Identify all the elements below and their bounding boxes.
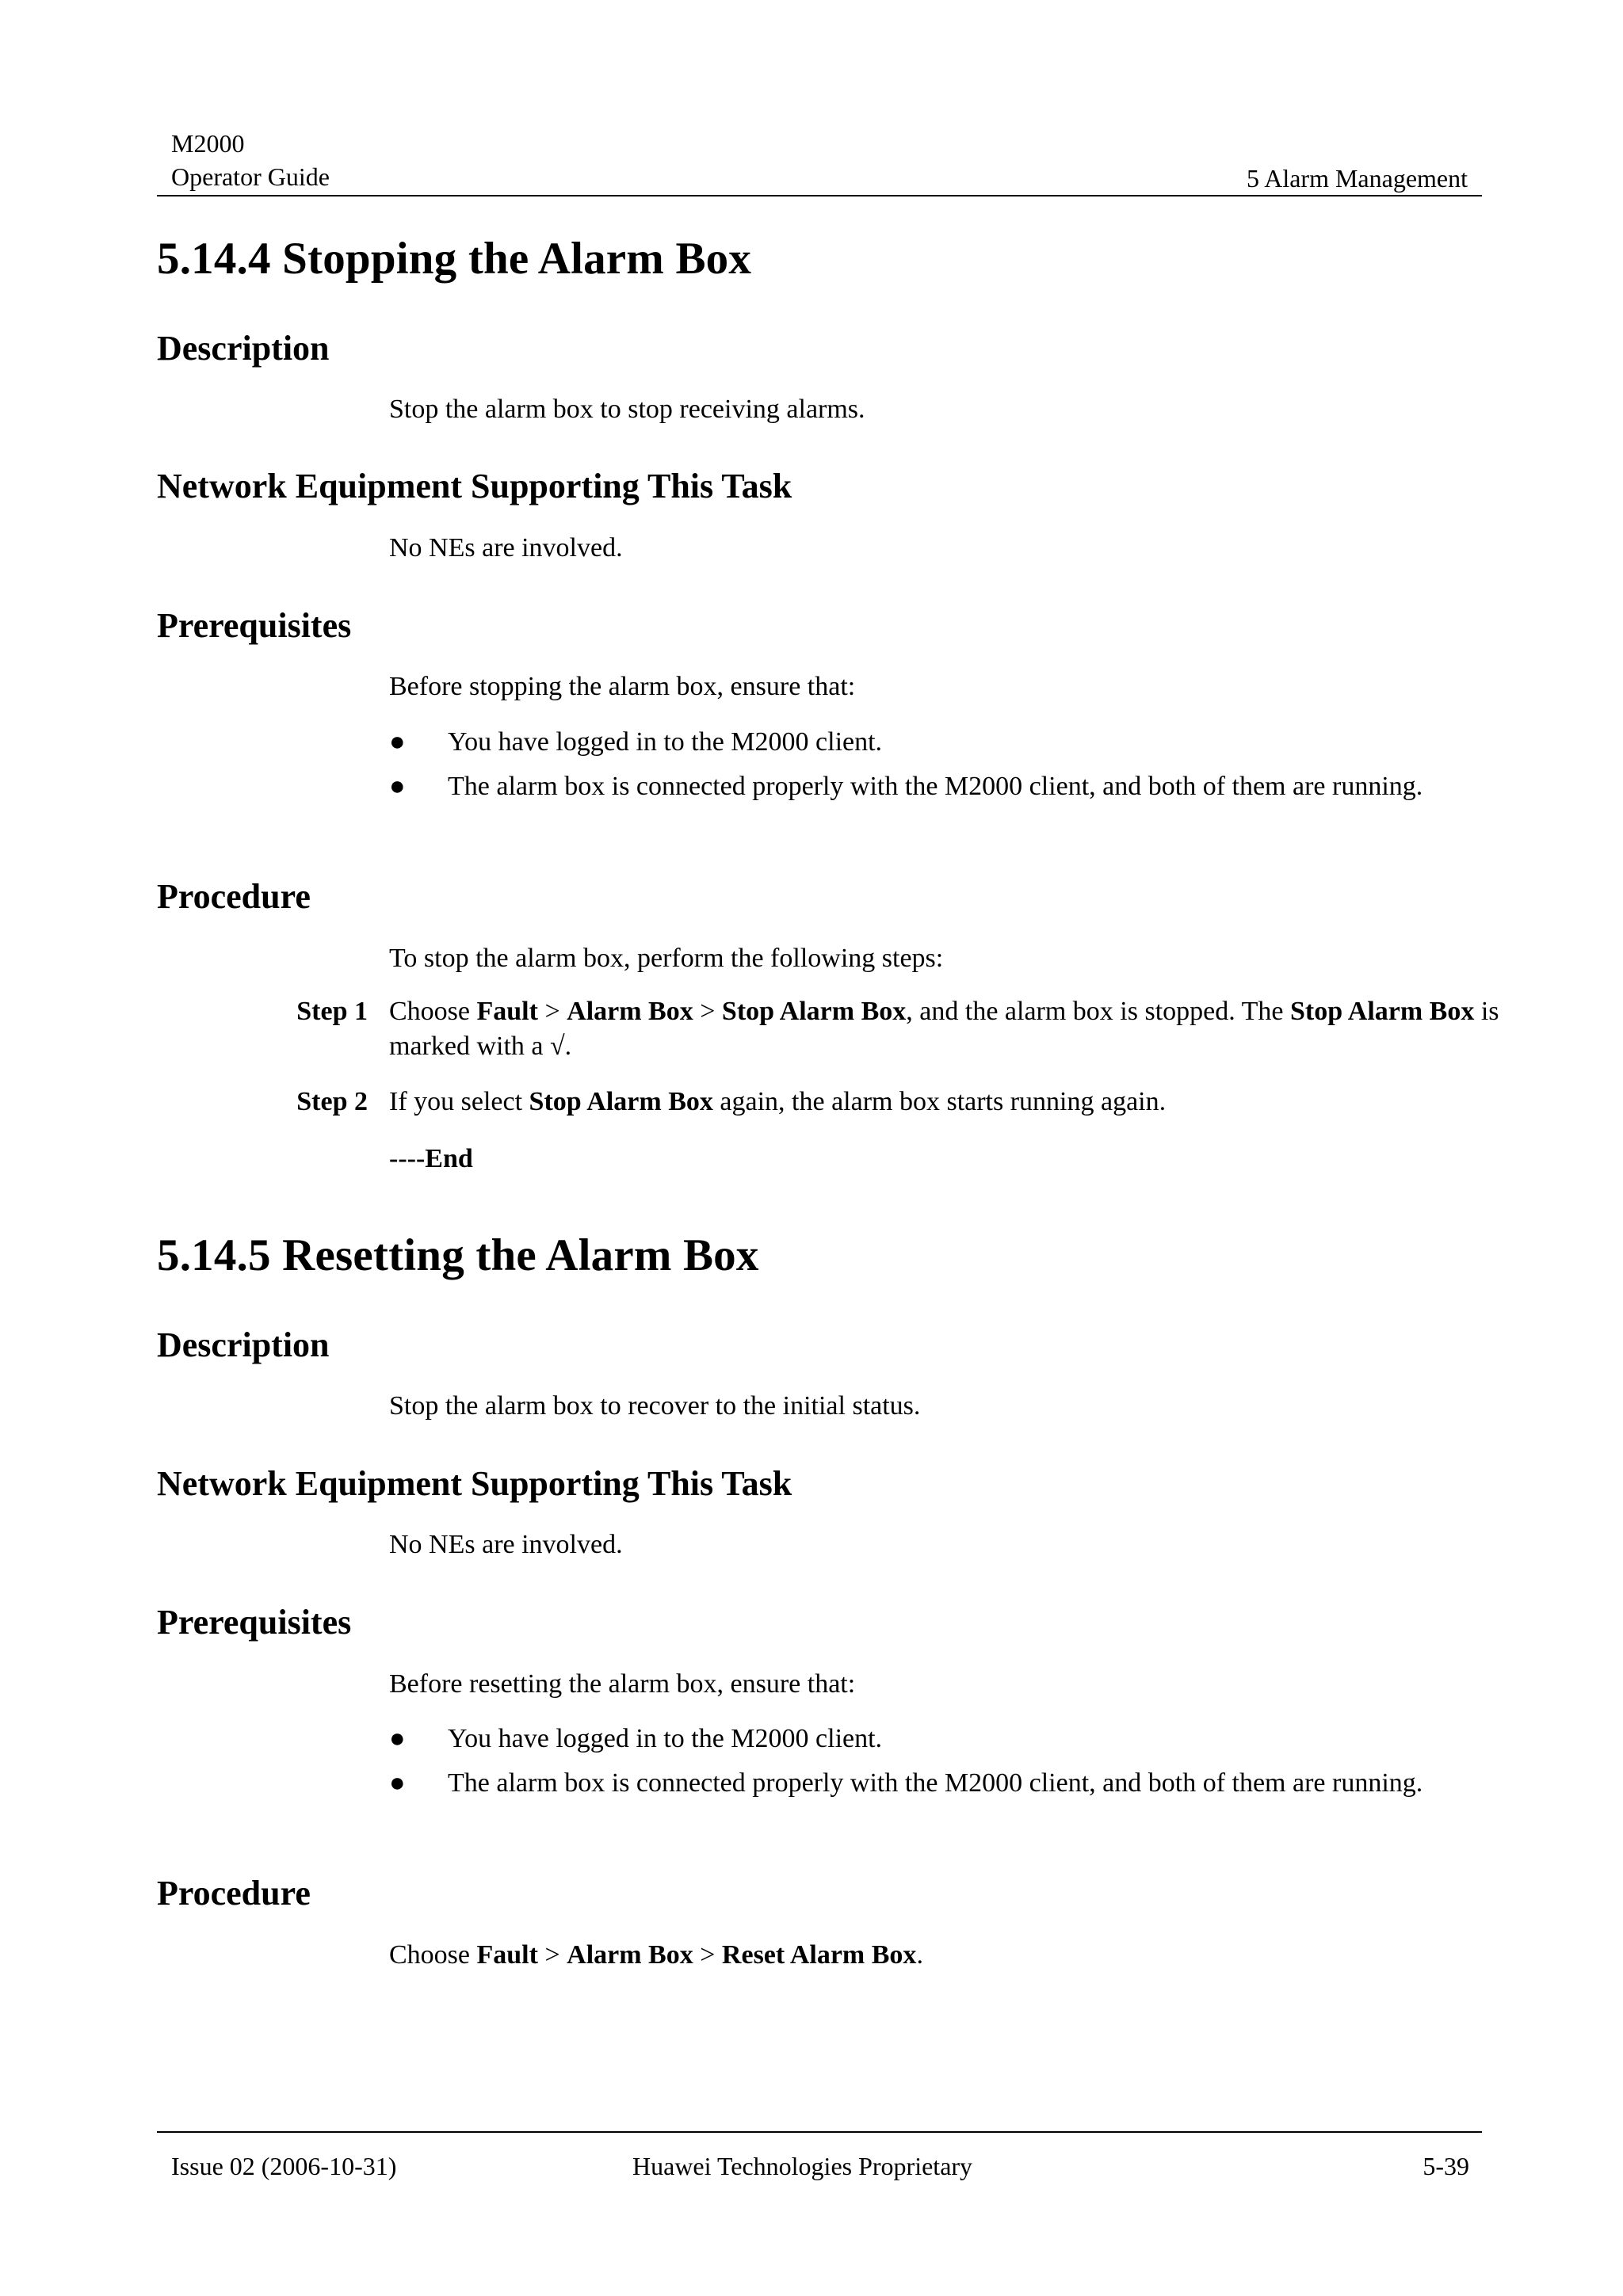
- section-title-stopping: 5.14.4 Stopping the Alarm Box: [157, 234, 752, 284]
- description-heading: Description: [157, 329, 330, 368]
- list-item-text: You have logged in to the M2000 client.: [448, 727, 883, 757]
- procedure-end: ----End: [389, 1144, 473, 1173]
- step-label: Step 2: [296, 1087, 368, 1116]
- list-item-text: You have logged in to the M2000 client.: [448, 1724, 883, 1753]
- bullet-icon: ●: [389, 727, 406, 757]
- description-text: Stop the alarm box to stop receiving alarms.: [389, 395, 865, 424]
- step-label: Step 1: [296, 997, 368, 1026]
- bullet-icon: ●: [389, 1768, 406, 1798]
- page-footer: [157, 2131, 1482, 2180]
- prerequisites-heading: Prerequisites: [157, 606, 352, 645]
- section-title-resetting: 5.14.5 Resetting the Alarm Box: [157, 1230, 759, 1280]
- prerequisites-heading: Prerequisites: [157, 1603, 352, 1642]
- ne-text: No NEs are involved.: [389, 533, 623, 563]
- prerequisites-intro: Before resetting the alarm box, ensure that:: [389, 1669, 856, 1699]
- footer-issue: Issue 02 (2006-10-31): [171, 2152, 397, 2180]
- list-item-text: The alarm box is connected properly with the M2000 client, and both of them are running.: [448, 1768, 1423, 1798]
- footer-page-number: 5-39: [1423, 2152, 1469, 2180]
- ne-heading: Network Equipment Supporting This Task: [157, 1464, 792, 1503]
- prerequisites-intro: Before stopping the alarm box, ensure that:: [389, 672, 856, 701]
- procedure-text: Choose Fault > Alarm Box > Reset Alarm Box.: [389, 1940, 923, 1970]
- ne-text: No NEs are involved.: [389, 1530, 623, 1559]
- footer-company: Huawei Technologies Proprietary: [632, 2152, 973, 2180]
- header-chapter: 5 Alarm Management: [1246, 164, 1468, 193]
- procedure-heading: Procedure: [157, 1874, 311, 1913]
- procedure-heading: Procedure: [157, 877, 311, 916]
- list-item-text: The alarm box is connected properly with the M2000 client, and both of them are running.: [448, 772, 1423, 801]
- header-guide: Operator Guide: [171, 162, 330, 191]
- bullet-icon: ●: [389, 1724, 406, 1753]
- header-left: [171, 127, 330, 193]
- step-text: Choose Fault > Alarm Box > Stop Alarm Box, and the alarm box is stopped. The Stop Alarm Box is marked with a √.: [389, 997, 1499, 1061]
- header-product: M2000: [171, 129, 245, 158]
- ne-heading: Network Equipment Supporting This Task: [157, 467, 792, 505]
- description-text: Stop the alarm box to recover to the initial status.: [389, 1391, 921, 1421]
- description-heading: Description: [157, 1325, 330, 1364]
- bullet-icon: ●: [389, 772, 406, 801]
- step-text: If you select Stop Alarm Box again, the alarm box starts running again.: [389, 1087, 1167, 1116]
- procedure-intro: To stop the alarm box, perform the following steps:: [389, 944, 944, 973]
- page-header: [157, 127, 1482, 196]
